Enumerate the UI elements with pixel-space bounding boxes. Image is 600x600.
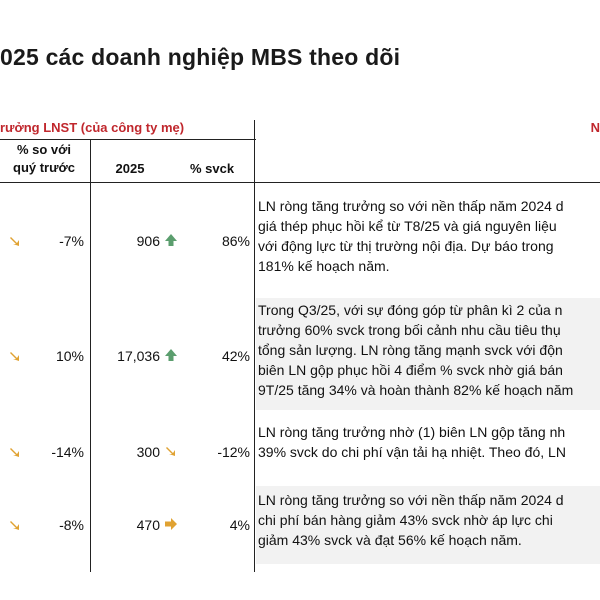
row2-comment-line: trưởng 60% svck trong bối cảnh nhu cầu tiêu thụ — [258, 322, 561, 338]
row2-comment-line: 9T/25 tăng 34% và hoàn thành 82% kế hoạch năm — [258, 382, 574, 398]
row3-comment-line: 39% svck do chi phí vận tải hạ nhiệt. Theo đó, LN — [258, 444, 566, 460]
row4-comment-line: giảm 43% svck và đạt 56% kế hoạch năm. — [258, 532, 522, 548]
row3-comment — [258, 422, 566, 462]
row4-comment-line: chi phí bán hàng giảm 43% svck nhờ áp lực chi — [258, 512, 553, 528]
row1-value: 906 — [136, 233, 160, 249]
row3-value: 300 — [136, 444, 160, 460]
row1-comment-line: với động lực từ thị trường nội địa. Dự báo trong — [258, 238, 554, 254]
row4-yoy: 4% — [229, 517, 250, 533]
row1-qoq: -7% — [59, 233, 84, 249]
row3-qoq: -14% — [51, 444, 84, 460]
row1-comment-line: giá thép phục hồi kể từ T8/25 và giá nguyên liệu — [258, 218, 557, 234]
arrow-down-right-icon — [8, 445, 22, 459]
arrow-down-right-icon — [8, 234, 22, 248]
col-header-year: 2025 — [115, 161, 145, 176]
header-top-line — [0, 139, 256, 140]
section-header-right: N — [590, 120, 600, 135]
row4-qoq: -8% — [59, 517, 84, 533]
arrow-right-orange-icon — [164, 517, 178, 531]
row2-comment-line: biên LN gộp phục hồi 4 điểm % svck nhờ giá bán — [258, 362, 563, 378]
page-title: 025 các doanh nghiệp MBS theo dõi — [0, 44, 401, 70]
row1-comment — [258, 196, 564, 276]
row2-comment-line: tổng sản lượng. LN ròng tăng mạnh svck với độn — [258, 342, 563, 358]
col-header-qoq-line1: % so với — [16, 142, 72, 157]
arrow-up-green-icon — [164, 348, 178, 362]
row4-value: 470 — [136, 517, 160, 533]
section-header-profit-growth: rưởng LNST (của công ty mẹ) — [0, 120, 185, 135]
col-header-qoq — [0, 141, 88, 177]
column-divider-2 — [254, 120, 255, 572]
row2-comment-line: Trong Q3/25, với sự đóng góp từ phân kì 2 của n — [258, 302, 563, 318]
row4-comment — [258, 490, 564, 550]
row2-qoq: 10% — [55, 348, 84, 364]
row2-yoy: 42% — [221, 348, 250, 364]
col-header-yoy: % svck — [189, 161, 235, 176]
arrow-up-green-icon — [164, 233, 178, 247]
arrow-down-right-orange-icon — [164, 444, 178, 458]
row1-comment-line: LN ròng tăng trưởng so với nền thấp năm 2024 d — [258, 198, 564, 214]
row1-comment-line: 181% kế hoạch năm. — [258, 258, 390, 274]
arrow-down-right-icon — [8, 349, 22, 363]
arrow-down-right-icon — [8, 518, 22, 532]
row4-comment-line: LN ròng tăng trưởng so với nền thấp năm 2024 d — [258, 492, 564, 508]
col-header-qoq-line2: quý trước — [13, 160, 75, 175]
row1-yoy: 86% — [221, 233, 250, 249]
row2-comment — [258, 300, 573, 400]
column-divider-1 — [90, 139, 91, 572]
row3-comment-line: LN ròng tăng trưởng nhờ (1) biên LN gộp tăng nh — [258, 424, 566, 440]
row2-value: 17,036 — [117, 348, 160, 364]
row3-yoy: -12% — [217, 444, 250, 460]
